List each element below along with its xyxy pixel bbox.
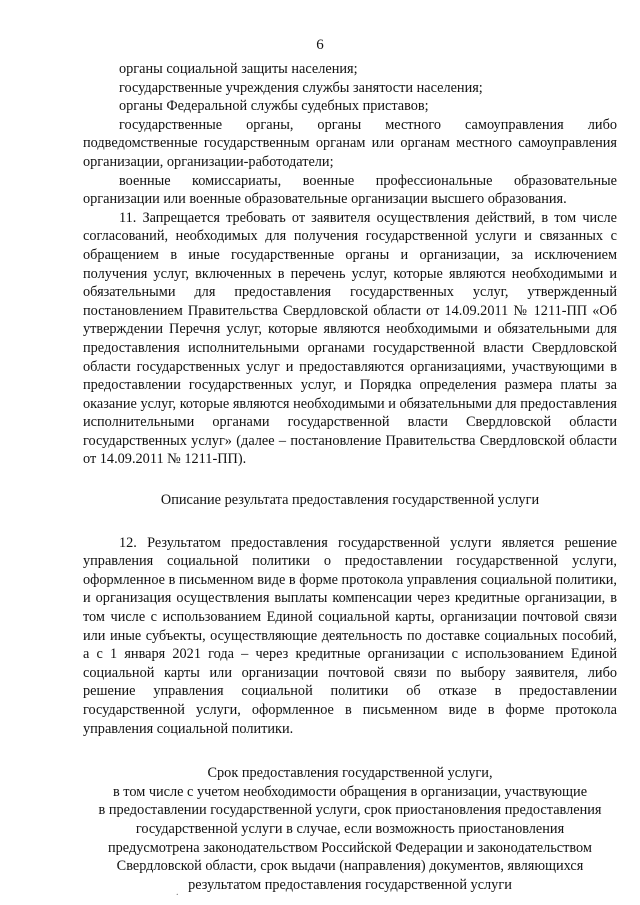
paragraph-11: 11. Запрещается требовать от заявителя осуществления действий, в том числе согласований, необходимых для получения государственной услуги и связанных с обращением в иные государственные органы и организации, за исключением получения услуг, включенных в перечень услуг, которые являются необходимыми и обязательными для предоставления государственных услуг, утвержденный постановлением Правительства Свердловской области от 14.09.2011 № 1211-ПП «Об утверждении Перечня услуг, которые являются необходимыми и обязательными для предоставления исполнительными органами государственной власти Свердловской области государственных услуг и предоставляются организациями, участвующими в предоставлении государственных услуг, и Порядка определения размера платы за оказание услуг, которые являются необходимыми и обязательными для предоставления исполнительными органами государственной власти Свердловской области государственных услуг» (далее – постановление Правительства Свердловской области от 14.09.2011 № 1211-ПП).	[83, 209, 617, 468]
section-heading-term-line: государственной услуги в случае, если возможность приостановления	[135, 820, 565, 837]
section-heading-term-line: Свердловской области, срок выдачи (направления) документов, являющихся	[116, 858, 584, 875]
list-item: военные комиссариаты, военные профессиональные образовательные организации или военные образовательные организации высшего образования.	[83, 172, 617, 208]
list-item: государственные учреждения службы занятости населения;	[119, 79, 483, 96]
paragraph-12: 12. Результатом предоставления государственной услуги является решение управления социальной политики о предоставлении государственной услуги, оформленное в письменном виде в форме протокола управления социальной политики, и организация осуществления выплаты компенсации через кредитные организации, в том числе с использованием Единой социальной карты, организации почтовой связи или иные субъекты, осуществляющие деятельность по доставке социальных пособий, а с 1 января 2021 года – через кредитные организации с использованием Единой социальной карты или организации почтовой связи по выбору заявителя, либо решение управления социальной политики об отказе в предоставлении государственной услуги, оформленное в письменном виде в форме протокола управления социальной политики.	[83, 534, 617, 737]
section-heading-term-line: в предоставлении государственной услуги, срок приостановления предоставления	[98, 802, 602, 819]
list-item: органы социальной защиты населения;	[119, 61, 358, 77]
section-heading-term-line: Срок предоставления государственной услуги,	[207, 765, 493, 782]
section-heading-term-line: результатом предоставления государственной услуги	[188, 876, 512, 893]
page-number: 6	[316, 37, 324, 53]
scan-speck: .	[176, 887, 179, 898]
list-item: государственные органы, органы местного самоуправления либо подведомственные государственным органам или органам местного самоуправления организации, организации-работодатели;	[83, 116, 617, 170]
section-heading-result: Описание результата предоставления государственной услуги	[160, 492, 540, 509]
document-body	[83, 60, 617, 894]
section-heading-term-line: в том числе с учетом необходимости обращения в организации, участвующие	[112, 783, 588, 800]
list-item: органы Федеральной службы судебных приставов;	[119, 98, 429, 115]
section-heading-term-line: предусмотрена законодательством Российской Федерации и законодательством	[108, 839, 592, 856]
